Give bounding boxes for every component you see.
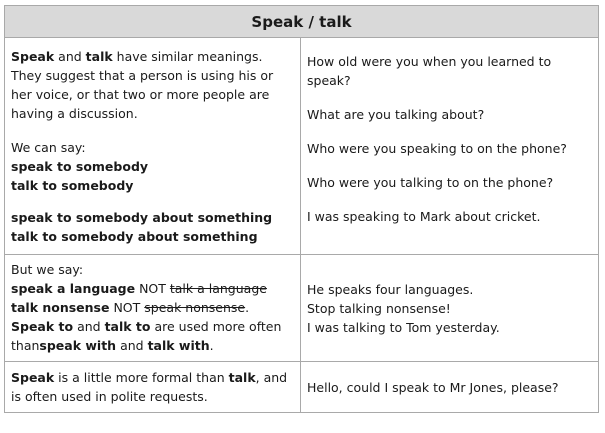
text: NOT: [135, 281, 170, 296]
contrast-line: [11, 298, 294, 317]
we-can-say-label: We can say:: [11, 140, 86, 155]
example-sentence: Who were you talking to on the phone?: [307, 175, 554, 190]
pattern-example: speak to somebody: [11, 159, 149, 174]
example-sentence: I was speaking to Mark about cricket.: [307, 209, 541, 224]
text: have similar meanings. They suggest that a person is using his or her voice, or that two or more people are having a discussion.: [11, 49, 274, 121]
pattern-example: talk to somebody: [11, 178, 134, 193]
bold-term: talk to: [104, 319, 151, 334]
bold-term: speak with: [39, 338, 117, 353]
text: NOT: [109, 300, 145, 315]
example-sentence: Stop talking nonsense!: [307, 301, 451, 316]
row2-explanation-cell: [5, 255, 301, 362]
contrast-line: [11, 279, 294, 298]
incorrect-phrase: speak nonsense: [144, 300, 246, 315]
pattern-example: speak to somebody about something: [11, 210, 273, 225]
intro-paragraph: [11, 47, 294, 123]
formality-note: [11, 368, 294, 406]
grammar-table-container: [4, 5, 598, 413]
table-row: [5, 38, 599, 255]
text: .: [245, 300, 250, 315]
row2-examples-cell: [301, 255, 599, 362]
usage-note: [11, 317, 294, 355]
example-sentence: How old were you when you learned to speak?: [307, 54, 552, 88]
correct-phrase: speak a language: [11, 281, 136, 296]
text: and: [116, 338, 148, 353]
bold-term: Speak: [11, 49, 55, 64]
table-title: Speak / talk: [5, 6, 599, 38]
text: are used more often than: [11, 319, 282, 353]
bold-term: Speak to: [11, 319, 74, 334]
row3-explanation-cell: [5, 362, 301, 413]
example-sentence: Hello, could I speak to Mr Jones, please?: [307, 379, 559, 395]
bold-term: talk with: [147, 338, 210, 353]
correct-phrase: talk nonsense: [11, 300, 110, 315]
incorrect-phrase: talk a language: [169, 281, 267, 296]
example-sentence: He speaks four languages.: [307, 282, 474, 297]
row1-explanation-cell: [5, 38, 301, 255]
table-row: [5, 362, 599, 413]
table-header-row: [5, 6, 599, 38]
pattern-example: talk to somebody about something: [11, 229, 258, 244]
example-sentence: I was talking to Tom yesterday.: [307, 320, 500, 335]
row3-examples-cell: [301, 362, 599, 413]
text: .: [209, 338, 214, 353]
text: is a little more formal than: [54, 370, 229, 385]
text: , and is often used in polite requests.: [11, 370, 288, 404]
text: and: [54, 49, 86, 64]
text: and: [73, 319, 105, 334]
example-sentence: What are you talking about?: [307, 107, 485, 122]
speak-talk-table: [4, 5, 599, 413]
row1-examples-cell: [301, 38, 599, 255]
example-sentence: Who were you speaking to on the phone?: [307, 141, 567, 156]
but-we-say-label: But we say:: [11, 262, 84, 277]
bold-term: talk: [85, 49, 113, 64]
table-row: [5, 255, 599, 362]
bold-term: talk: [228, 370, 256, 385]
bold-term: Speak: [11, 370, 55, 385]
